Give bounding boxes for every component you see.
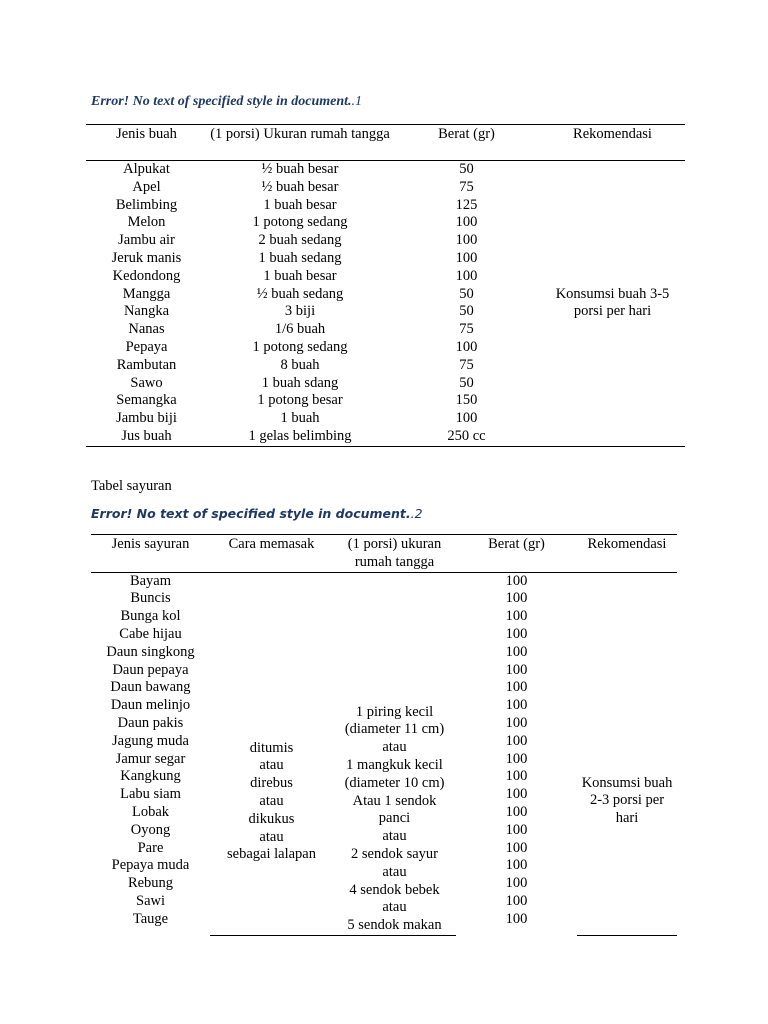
header-jenis-buah: Jenis buah bbox=[86, 125, 207, 161]
table1-caption bbox=[91, 94, 362, 110]
cell-ukuran: 1 buah sedang bbox=[258, 249, 342, 266]
header-rekomendasi: Rekomendasi bbox=[577, 535, 677, 573]
cell-ukuran: 2 buah sedang bbox=[258, 232, 342, 249]
cell-jenis: Jambu biji bbox=[116, 410, 177, 427]
cell-rekomendasi: Konsumsi buah 3-5 porsi per hari bbox=[555, 285, 670, 320]
list-item: 100 bbox=[505, 875, 528, 892]
list-item: Daun melinjo bbox=[110, 697, 191, 714]
list-item: Daun pepaya bbox=[112, 661, 189, 678]
header-berat: Berat (gr) bbox=[393, 125, 540, 161]
list-item: Bunga kol bbox=[120, 608, 181, 625]
list-item: 100 bbox=[505, 732, 528, 749]
cell-jenis: Nanas bbox=[128, 321, 165, 338]
header-berat: Berat (gr) bbox=[456, 535, 577, 573]
list-item: Rebung bbox=[127, 875, 174, 892]
list-item: Jamur segar bbox=[115, 750, 186, 767]
caption-text: Error! No text of specified style in document. bbox=[91, 94, 352, 109]
list-item: 100 bbox=[505, 892, 528, 909]
list-item: 100 bbox=[505, 714, 528, 731]
cell-jenis: Kedondong bbox=[112, 267, 181, 284]
list-item: 100 bbox=[505, 857, 528, 874]
list-item: 100 bbox=[505, 750, 528, 767]
cell-ukuran: 1 potong besar bbox=[257, 392, 343, 409]
cell-jenis: Jus buah bbox=[121, 427, 172, 444]
cell-berat: 125 bbox=[455, 196, 478, 213]
caption-text: Error! No text of specified style in document. bbox=[91, 506, 411, 521]
vegetable-table bbox=[91, 534, 677, 936]
list-item: Oyong bbox=[130, 821, 171, 838]
cell-berat: 75 bbox=[459, 356, 474, 373]
cell-ukuran: 1 buah besar bbox=[263, 196, 337, 213]
list-item: 100 bbox=[505, 910, 528, 927]
cell-berat: 250 cc bbox=[447, 427, 486, 444]
table-body-row bbox=[91, 572, 677, 935]
cell-jenis: Mangga bbox=[122, 285, 171, 302]
list-item: Lobak bbox=[131, 803, 170, 820]
cell-jenis: Alpukat bbox=[123, 161, 170, 177]
berat-column bbox=[456, 572, 577, 935]
cell-ukuran: 1 buah sdang bbox=[261, 374, 339, 391]
list-item: Buncis bbox=[130, 590, 171, 607]
caption-number: .2 bbox=[410, 506, 423, 521]
cell-berat: 50 bbox=[459, 374, 474, 391]
list-item: 100 bbox=[505, 839, 528, 856]
header-ukuran: (1 porsi) Ukuran rumah tangga bbox=[207, 125, 393, 161]
cell-jenis: Semangka bbox=[116, 392, 177, 409]
list-item: Bayam bbox=[129, 572, 172, 589]
section-label: Tabel sayuran bbox=[91, 478, 172, 494]
header-rekomendasi: Rekomendasi bbox=[540, 125, 685, 161]
list-item: Daun bawang bbox=[110, 679, 191, 696]
list-item: 100 bbox=[505, 590, 528, 607]
cell-jenis: Pepaya bbox=[125, 338, 168, 355]
cell-jenis: Nangka bbox=[123, 303, 170, 320]
cell-berat: 75 bbox=[459, 321, 474, 338]
cell-ukuran: 1 potong sedang bbox=[252, 214, 348, 231]
cell-jenis: Sawo bbox=[130, 374, 163, 391]
caption-number: .1 bbox=[351, 94, 363, 109]
table2-caption bbox=[91, 506, 423, 521]
cell-berat: 50 bbox=[459, 161, 474, 177]
list-item: Pepaya muda bbox=[111, 857, 190, 874]
list-item: Sawi bbox=[136, 892, 165, 909]
cell-jenis: Apel bbox=[132, 178, 161, 195]
cell-ukuran: ½ buah besar bbox=[261, 161, 339, 177]
cell-ukuran: 1 buah bbox=[280, 410, 320, 427]
table-header-row bbox=[86, 125, 685, 161]
jenis-column bbox=[91, 572, 210, 935]
list-item: Kangkung bbox=[120, 768, 181, 785]
cell-berat: 100 bbox=[455, 267, 478, 284]
cell-jenis: Belimbing bbox=[115, 196, 178, 213]
list-item: 100 bbox=[505, 625, 528, 642]
rekomendasi-cell: Konsumsi buah 2-3 porsi per hari bbox=[577, 572, 677, 935]
list-item: Daun singkong bbox=[106, 643, 195, 660]
cell-berat: 100 bbox=[455, 338, 478, 355]
cell-ukuran: 1/6 buah bbox=[274, 321, 326, 338]
cell-ukuran: 1 gelas belimbing bbox=[248, 427, 352, 444]
table-header-row bbox=[91, 535, 677, 573]
cell-berat: 100 bbox=[455, 410, 478, 427]
list-item: 100 bbox=[505, 768, 528, 785]
list-item: 100 bbox=[505, 679, 528, 696]
list-item: Daun pakis bbox=[117, 714, 184, 731]
cell-berat: 75 bbox=[459, 178, 474, 195]
list-item: 100 bbox=[505, 821, 528, 838]
header-jenis-sayuran: Jenis sayuran bbox=[91, 535, 210, 573]
cell-berat: 50 bbox=[459, 303, 474, 320]
cell-ukuran: 3 biji bbox=[284, 303, 316, 320]
list-item: 100 bbox=[505, 608, 528, 625]
cell-berat: 50 bbox=[459, 285, 474, 302]
list-item: 100 bbox=[505, 803, 528, 820]
list-item: Pare bbox=[137, 839, 164, 856]
cell-jenis: Jeruk manis bbox=[111, 249, 182, 266]
cara-memasak-cell: ditumis atau direbus atau dikukus atau sebagai lalapan bbox=[210, 572, 333, 935]
list-item: 100 bbox=[505, 661, 528, 678]
cell-jenis: Jambu air bbox=[118, 232, 175, 249]
table-row bbox=[86, 161, 685, 179]
cell-berat: 100 bbox=[455, 232, 478, 249]
ukuran-cell: 1 piring kecil (diameter 11 cm) atau 1 mangkuk kecil (diameter 10 cm) Atau 1 sendok panci atau 2 sendok sayur atau 4 sendok bebek atau 5 sendok makan bbox=[333, 572, 456, 935]
cell-jenis: Rambutan bbox=[116, 356, 177, 373]
cell-ukuran: 1 buah besar bbox=[263, 267, 337, 284]
list-item: Labu siam bbox=[120, 786, 181, 803]
cell-jenis: Melon bbox=[127, 214, 166, 231]
cell-ukuran: ½ buah besar bbox=[261, 178, 339, 195]
fruit-table bbox=[86, 124, 685, 447]
list-item: 100 bbox=[505, 572, 528, 589]
header-cara-memasak: Cara memasak bbox=[210, 535, 333, 573]
list-item: 100 bbox=[505, 643, 528, 660]
cell-ukuran: 8 buah bbox=[280, 356, 320, 373]
cell-berat: 100 bbox=[455, 214, 478, 231]
header-ukuran: (1 porsi) ukuran rumah tangga bbox=[333, 535, 456, 573]
cell-berat: 150 bbox=[455, 392, 478, 409]
list-item: 100 bbox=[505, 786, 528, 803]
list-item: Jagung muda bbox=[112, 732, 189, 749]
list-item: 100 bbox=[505, 697, 528, 714]
list-item: Tauge bbox=[132, 910, 169, 927]
list-item: Cabe hijau bbox=[119, 625, 182, 642]
cell-berat: 100 bbox=[455, 249, 478, 266]
cell-ukuran: 1 potong sedang bbox=[252, 338, 348, 355]
cell-ukuran: ½ buah sedang bbox=[256, 285, 344, 302]
